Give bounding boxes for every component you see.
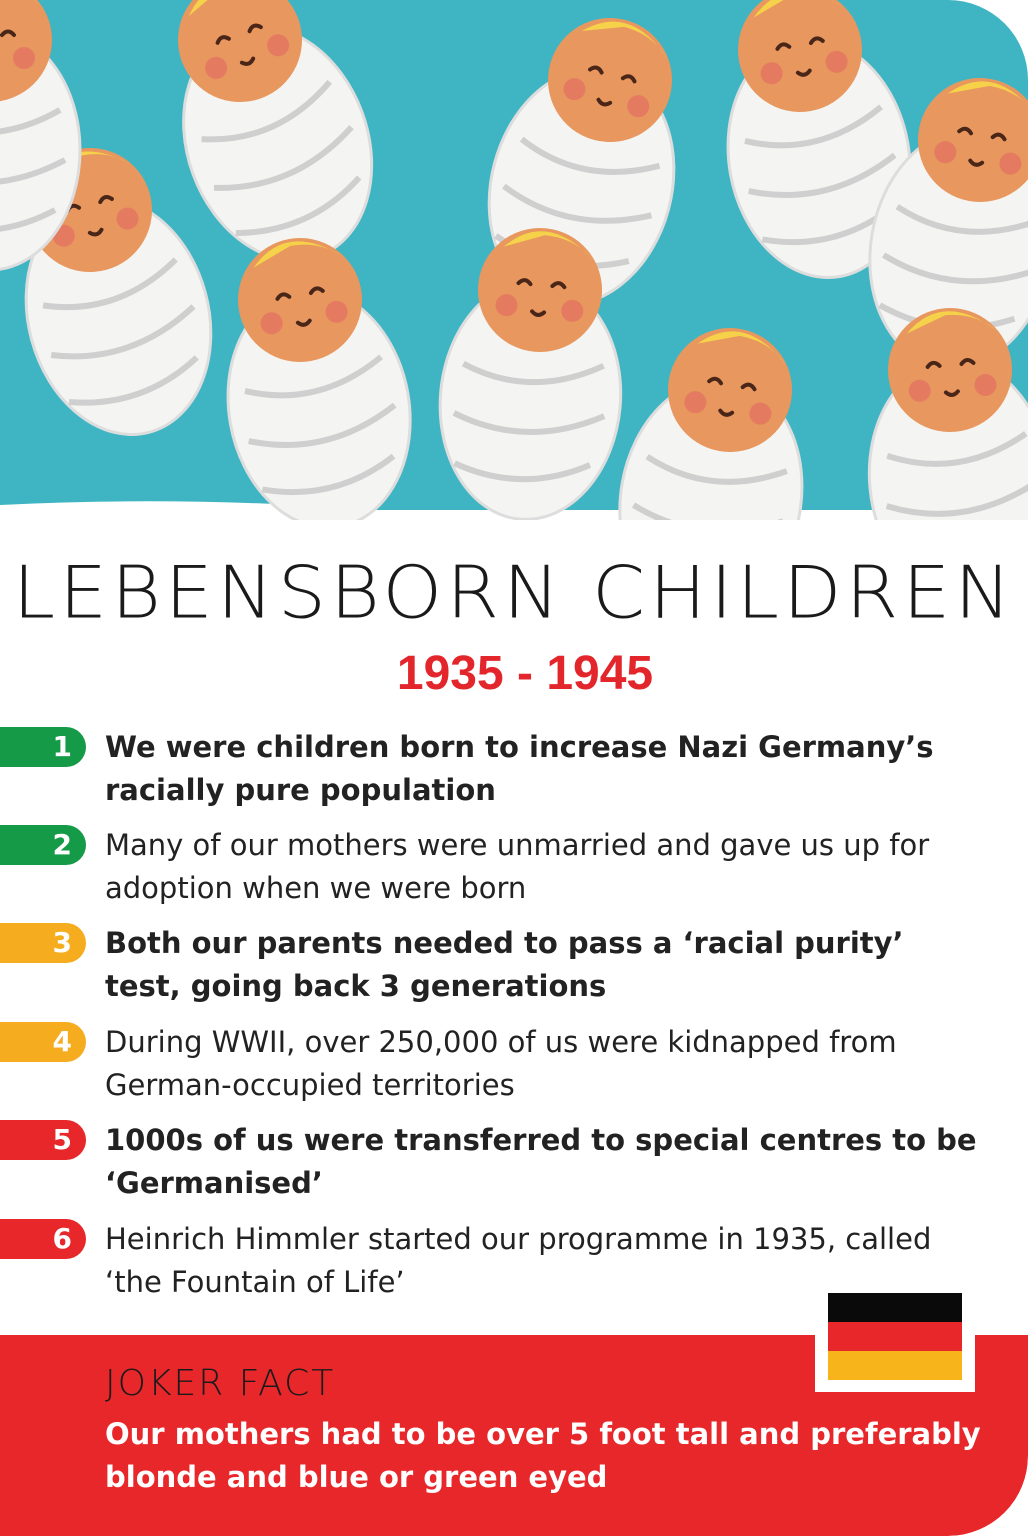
fact-text: Many of our mothers were unmarried and gave us up for adoption when we were born xyxy=(105,828,930,905)
fact-item xyxy=(0,1022,1028,1112)
joker-fact-heading: JOKER FACT xyxy=(105,1363,336,1404)
joker-fact-text: Our mothers had to be over 5 foot tall and preferably blonde and blue or green eyed xyxy=(105,1417,981,1494)
germany-flag-icon xyxy=(828,1293,962,1380)
date-range: 1935 - 1945 xyxy=(396,647,654,700)
fact-item xyxy=(0,825,1028,915)
flag-frame xyxy=(815,1282,975,1392)
fact-number-badge: 3 xyxy=(0,923,86,963)
fact-text: Heinrich Himmler started our programme in 1935, called ‘the Fountain of Life’ xyxy=(105,1222,932,1299)
fact-number-badge: 1 xyxy=(0,727,86,767)
fact-number-badge: 6 xyxy=(0,1219,86,1259)
flag-stripe xyxy=(828,1351,962,1380)
fact-item xyxy=(0,727,1028,817)
fact-text: During WWII, over 250,000 of us were kidnapped from German-occupied territories xyxy=(105,1025,897,1102)
babies-illustration xyxy=(0,0,1028,520)
card-title: LEBENSBORN CHILDREN xyxy=(12,550,1016,635)
flag-stripe xyxy=(828,1322,962,1351)
fact-number-badge: 4 xyxy=(0,1022,86,1062)
fact-item xyxy=(0,923,1028,1013)
flag-stripe xyxy=(828,1293,962,1322)
fact-text: 1000s of us were transferred to special centres to be ‘Germanised’ xyxy=(105,1123,977,1200)
fact-number-badge: 5 xyxy=(0,1120,86,1160)
fact-text: We were children born to increase Nazi Germany’s racially pure population xyxy=(105,730,934,807)
fact-text: Both our parents needed to pass a ‘racial purity’ test, going back 3 generations xyxy=(105,926,904,1003)
fact-number-badge: 2 xyxy=(0,825,86,865)
fact-item xyxy=(0,1120,1028,1210)
